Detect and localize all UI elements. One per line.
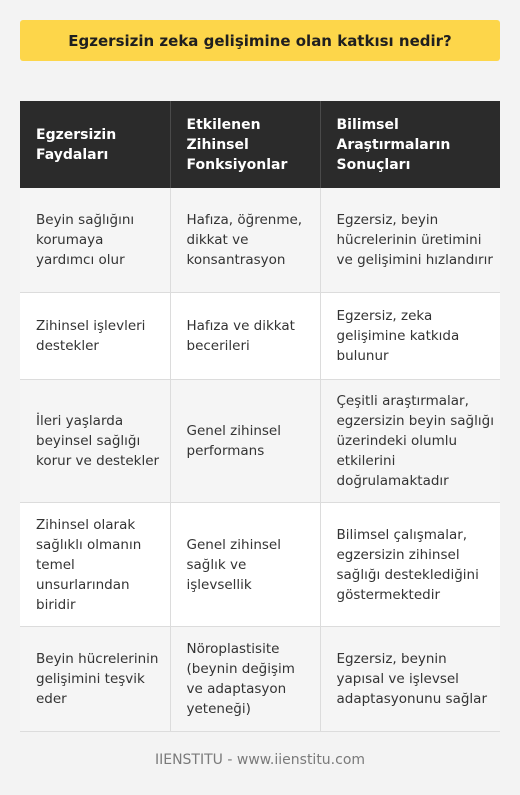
- table-cell: Genel zihinsel sağlık ve işlevsellik: [170, 503, 320, 627]
- table-cell: Nöroplastisite (beynin değişim ve adaptasyon yeteneği): [170, 627, 320, 732]
- table-cell: Hafıza ve dikkat becerileri: [170, 293, 320, 380]
- table-cell: Hafıza, öğrenme, dikkat ve konsantrasyon: [170, 188, 320, 293]
- table-cell: Beyin hücrelerinin gelişimini teşvik eder: [20, 627, 170, 732]
- table-row: [20, 627, 500, 732]
- page-title: Egzersizin zeka gelişimine olan katkısı nedir?: [20, 20, 500, 61]
- table-row: [20, 188, 500, 293]
- table-cell: Egzersiz, beyin hücrelerinin üretimini ve gelişimini hızlandırır: [320, 188, 500, 293]
- table-cell: Egzersiz, beynin yapısal ve işlevsel adaptasyonunu sağlar: [320, 627, 500, 732]
- table-cell: Çeşitli araştırmalar, egzersizin beyin sağlığı üzerindeki olumlu etkilerini doğrulamaktadır: [320, 380, 500, 503]
- table-cell: Egzersiz, zeka gelişimine katkıda bulunur: [320, 293, 500, 380]
- table-cell: İleri yaşlarda beyinsel sağlığı korur ve destekler: [20, 380, 170, 503]
- table-cell: Zihinsel olarak sağlıklı olmanın temel unsurlarından biridir: [20, 503, 170, 627]
- footer-credit: IIENSTITU - www.iienstitu.com: [154, 752, 366, 768]
- table-row: [20, 293, 500, 380]
- table-cell: Bilimsel çalışmalar, egzersizin zihinsel sağlığı desteklediğini göstermektedir: [320, 503, 500, 627]
- table-cell: Zihinsel işlevleri destekler: [20, 293, 170, 380]
- column-header-functions: Etkilenen Zihinsel Fonksiyonlar: [170, 101, 320, 188]
- column-header-research: Bilimsel Araştırmaların Sonuçları: [320, 101, 500, 188]
- table-cell: Beyin sağlığını korumaya yardımcı olur: [20, 188, 170, 293]
- column-header-benefits: Egzersizin Faydaları: [20, 101, 170, 188]
- benefits-table: [20, 101, 500, 732]
- table-row: [20, 380, 500, 503]
- table-cell: Genel zihinsel performans: [170, 380, 320, 503]
- table-row: [20, 503, 500, 627]
- table-header-row: [20, 101, 500, 188]
